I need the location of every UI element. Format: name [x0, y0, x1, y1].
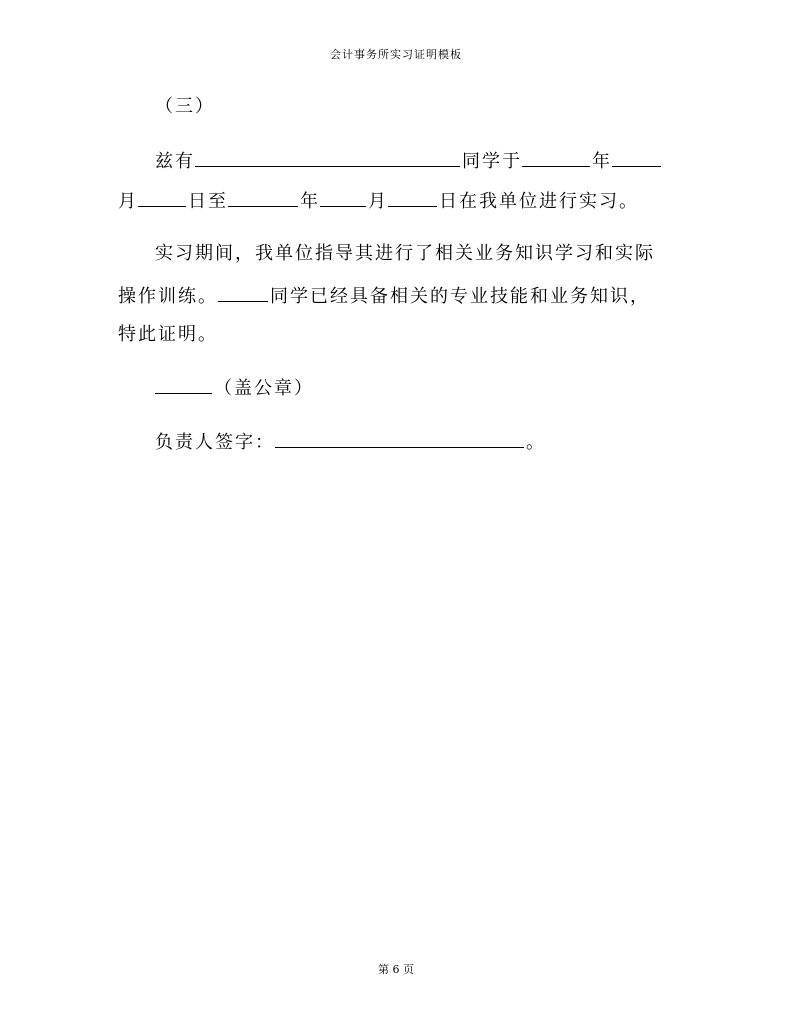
intro-text: 日在我单位进行实习。 [439, 191, 639, 212]
signature-end: 。 [526, 432, 546, 453]
intro-text: 月 [368, 191, 388, 212]
seal-label: （盖公章） [214, 378, 314, 399]
intro-line-2 [118, 188, 639, 214]
blank-signature [275, 429, 524, 448]
blank-organization [155, 375, 212, 394]
blank-start-year [522, 148, 590, 167]
signature-label: 负责人签字： [155, 432, 275, 453]
blank-student-name-2 [218, 283, 268, 302]
body-text: 同学已经具备相关的专业技能和业务知识， [270, 286, 650, 307]
signature-line [155, 429, 546, 455]
blank-student-name [195, 148, 460, 167]
blank-end-year [228, 188, 298, 207]
blank-end-month [320, 188, 366, 207]
intro-text: 月 [118, 191, 138, 212]
intro-line-1 [155, 148, 663, 174]
body-line-2 [118, 283, 650, 309]
intro-text: 兹有 [155, 151, 195, 172]
body-line-3: 特此证明。 [118, 324, 218, 345]
page-number: 第 6 页 [378, 963, 414, 976]
page-header-title: 会计事务所实习证明模板 [330, 48, 462, 61]
blank-start-year-cont [612, 148, 661, 167]
intro-text: 年 [300, 191, 320, 212]
blank-start-day [138, 188, 186, 207]
blank-end-day [388, 188, 437, 207]
section-label: （三） [155, 96, 215, 117]
intro-text: 同学于 [462, 151, 522, 172]
seal-line [155, 375, 314, 401]
intro-text: 年 [592, 151, 612, 172]
body-text: 操作训练。 [118, 286, 218, 307]
intro-text: 日至 [188, 191, 228, 212]
body-line-1: 实习期间，我单位指导其进行了相关业务知识学习和实际 [155, 243, 655, 264]
